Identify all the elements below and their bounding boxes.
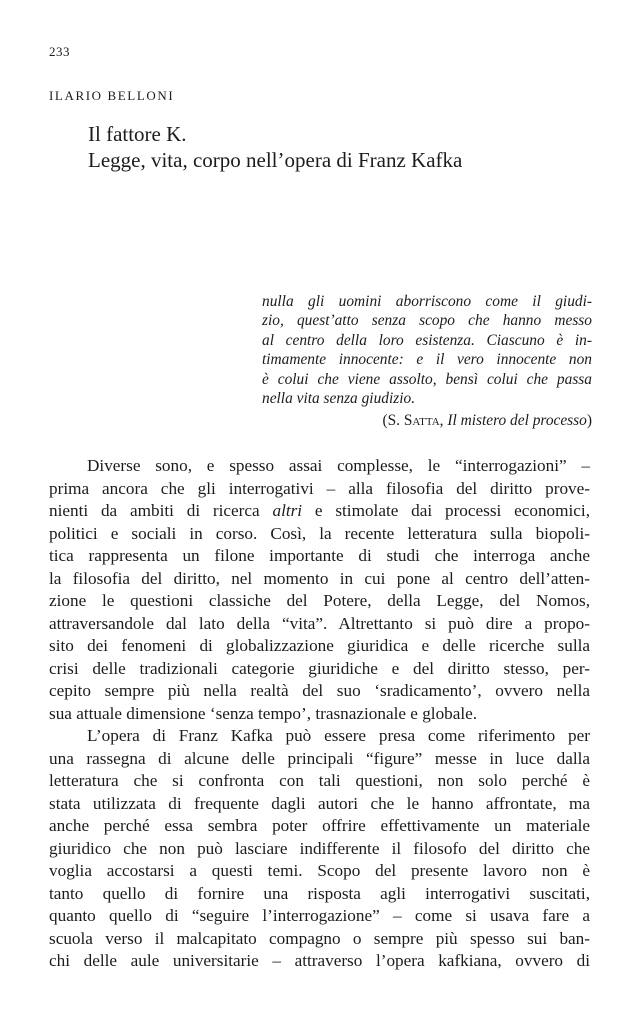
paragraph-1-line: la filosofia del diritto, nel momento in cui pone al centro dell’atten- <box>49 568 590 588</box>
epigraph <box>262 292 592 431</box>
epigraph-line: timamente innocente: e il vero innocente non <box>262 351 592 369</box>
paragraph-1-line: attraversandole dal lato della “vita”. Altrettanto si può dire a propo- <box>49 613 590 633</box>
source-work: Il mistero del processo <box>447 412 587 430</box>
paragraph-1-line: sua attuale dimensione ‘senza tempo’, trasnazionale e globale. <box>49 703 478 723</box>
paragraph-1-line <box>49 500 590 523</box>
title-line-2: Legge, vita, corpo nell’opera di Franz Kafka <box>88 148 463 172</box>
source-suffix: ) <box>586 412 592 430</box>
body-text <box>49 455 590 973</box>
paragraph-2-line: quanto quello di “seguire l’interrogazione” – come si usava fare a <box>49 906 590 925</box>
epigraph-line: al centro della loro esistenza. Ciascuno è in- <box>262 331 592 349</box>
emphasis-altri: altri <box>272 501 303 520</box>
epigraph-line: nella vita senza giudizio. <box>262 389 416 407</box>
epigraph-line: zio, quest’atto senza scopo che hanno messo <box>262 312 592 330</box>
paragraph-2-line: letteratura che si confronta con tali questioni, non solo perché è <box>49 771 590 790</box>
paragraph-2-line: voglia accostarsi a questi temi. Scopo del presente lavoro non è <box>49 861 590 880</box>
paragraph-2-line: anche perché essa sembra poter offrire effettivamente un materiale <box>49 816 590 835</box>
paragraph-1-line: zione le questioni classiche del Potere, della Legge, del Nomos, <box>49 591 590 610</box>
paragraph-2-line: scuola verso il malcapitato compagno o sempre più spesso sui ban- <box>49 928 590 948</box>
paragraph-2-line: una rassegna di alcune delle principali “figure” messe in luce dalla <box>49 748 590 768</box>
paragraph-2-line: giuridico che non può lasciare indifferente il filosofo del diritto che <box>49 838 590 858</box>
article-title <box>88 121 462 173</box>
paragraph-1-line: politici e sociali in corso. Così, la recente letteratura sulla biopoli- <box>49 523 590 543</box>
paragraph-1-line: cepito sempre più nella realtà del suo ‘sradicamento’, ovvero nella <box>49 681 590 700</box>
page-number: 233 <box>49 44 70 59</box>
paragraph-2-line: tanto quello di fornire una risposta agli interrogativi suscitati, <box>49 883 590 903</box>
text-run: nienti da ambiti di ricerca <box>49 501 273 520</box>
paragraph-1-line: tica rappresenta un filone importante di studi che interroga anche <box>49 546 590 565</box>
paragraph-2-line: stata utilizzata di frequente dagli autori che le hanno affrontate, ma <box>49 793 590 813</box>
epigraph-line: è colui che viene assolto, bensì colui che passa <box>262 370 592 388</box>
title-line-1: Il fattore K. <box>88 122 187 146</box>
paragraph-2-line: chi delle aule universitarie – attraverso l’opera kafkiana, ovvero di <box>49 951 590 970</box>
paragraph-1-line: prima ancora che gli interrogativi – alla filosofia del diritto prove- <box>49 478 590 498</box>
epigraph-line: nulla gli uomini aborriscono come il giudi- <box>262 293 592 310</box>
paragraph-1-line: sito dei fenomeni di globalizzazione giuridica e delle ricerche sulla <box>49 636 590 655</box>
epigraph-source <box>262 411 592 430</box>
paragraph-2-line: L’opera di Franz Kafka può essere presa come riferimento per <box>87 726 590 745</box>
paragraph-1-line: crisi delle tradizionali categorie giuridiche e del diritto stesso, per- <box>49 658 590 678</box>
paragraph-1-line: Diverse sono, e spesso assai complesse, le “interrogazioni” – <box>87 456 590 475</box>
text-run: e stimolate dai processi economici, <box>302 501 590 520</box>
source-separator: , <box>439 412 448 430</box>
source-author: Satta <box>403 412 440 430</box>
source-prefix: (S. <box>382 412 404 430</box>
author-name: ILARIO BELLONI <box>49 88 175 103</box>
